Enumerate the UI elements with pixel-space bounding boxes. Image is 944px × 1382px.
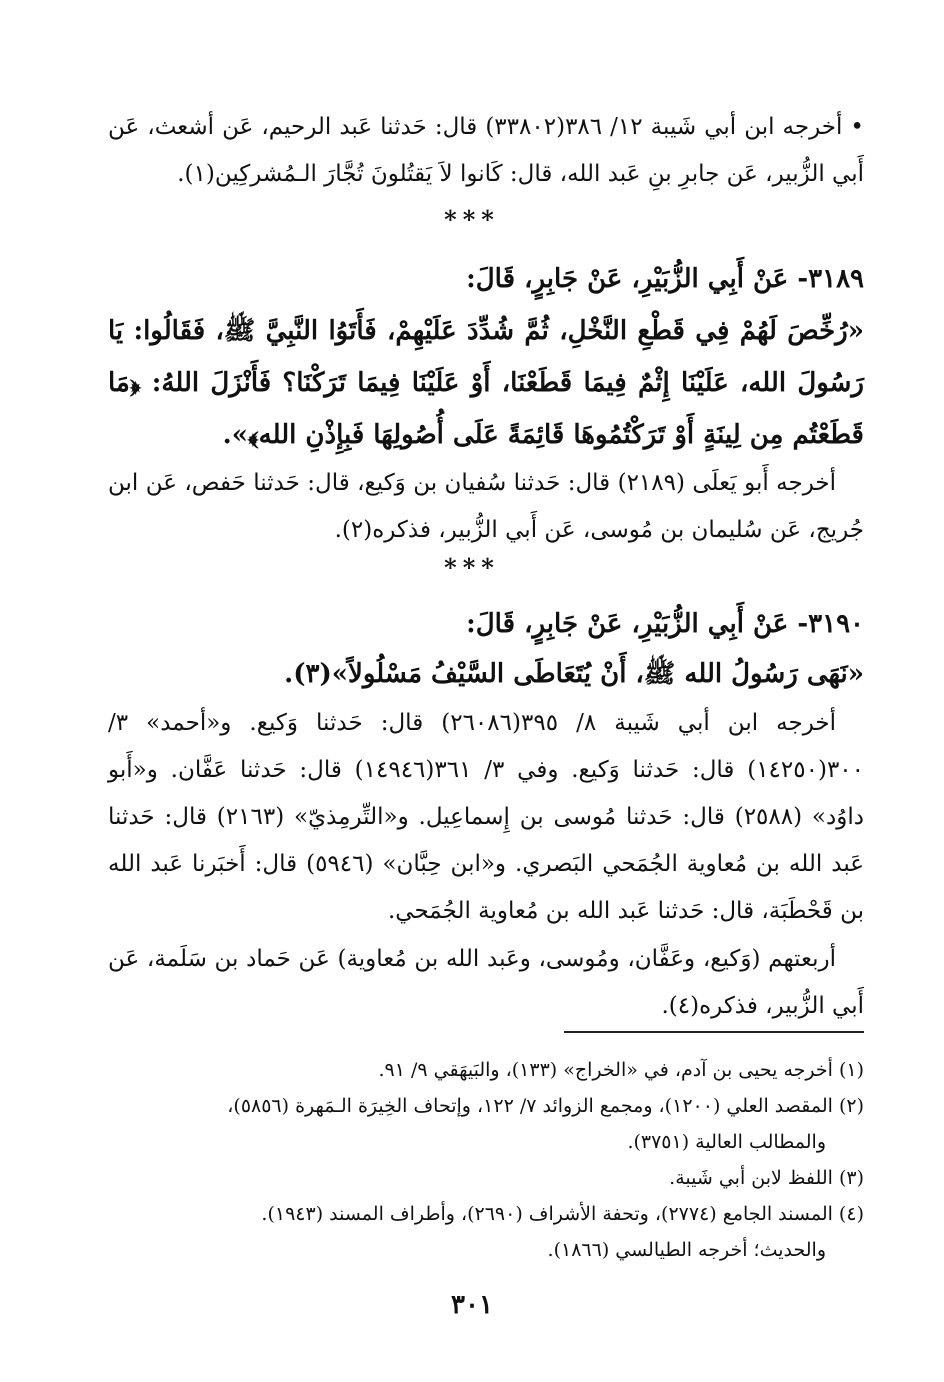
section-separator: ***	[444, 205, 500, 234]
takhrij-paragraph-intro: • أخرجه ابن أبي شَيبة ١٢/ ٣٨٦(٣٣٨٠٢) قال: حَدثنا عَبد الرحيم، عَن أشعث، عَن أَبي الزُّبير، عَن جابرِ بنِ عَبد الله، قال: كَانوا لاَ يَقتُلونَ تُجَّارَ الـمُشركِين(١).	[108, 114, 864, 187]
footnote-3: (٣) اللفظ لابن أبي شَيبة.	[669, 1167, 864, 1189]
footnote-separator	[564, 1031, 864, 1033]
footnote-1: (١) أخرجه يحيى بن آدم، في «الخراج» (١٣٣)، والبَيهَقي ٩/ ٩١.	[378, 1059, 864, 1081]
section-separator: ***	[444, 553, 500, 582]
hadith-3189-header: ٣١٨٩- عَنْ أَبِي الزُّبَيْرِ، عَنْ جَابِرٍ، قَالَ:	[466, 264, 864, 294]
hadith-3189-takhrij: أخرجه أَبو يَعلَى (٢١٨٩) قال: حَدثنا سُفيان بن وَكيع، قال: حَدثنا حَفص، عَن ابن جُريج، عَن سُليمان بن مُوسى، عَن أَبي الزُّبير، فذكره(٢).	[108, 470, 864, 543]
footnote-2-continued: والمطالب العالية (٣٧٥١).	[627, 1131, 826, 1153]
page-number: ٣٠١	[451, 1290, 493, 1320]
footnote-4: (٤) المسند الجامع (٢٧٧٤)، وتحفة الأشراف (٢٦٩٠)، وأطراف المسند (١٩٤٣).	[261, 1203, 864, 1225]
hadith-3190-summary: أربعتهم (وَكيع، وعَفَّان، ومُوسى، وعَبد الله بن مُعاوية) عَن حَماد بن سَلَمة، عَن أَبي الزُّبير، فذكره(٤).	[108, 946, 864, 1019]
hadith-3189-text: «رُخِّصَ لَهُمْ فِي قَطْعِ النَّخْلِ، ثُمَّ شُدِّدَ عَلَيْهِمْ، فَأَتَوُا النَّبِيَّ ﷺ، فَقَالُوا: يَا رَسُولَ الله، عَلَيْنَا إِثْمٌ فِيمَا قَطَعْنَا، أَوْ عَلَيْنَا فِيمَا تَرَكْنَا؟ فَأَنْزَلَ اللهُ: ﴿مَا قَطَعْتُم مِن لِينَةٍ أَوْ تَرَكْتُمُوهَا قَائِمَةً عَلَى أُصُولِهَا فَبِإِذْنِ الله﴾».	[108, 316, 864, 450]
hadith-3190-header: ٣١٩٠- عَنْ أَبِي الزُّبَيْرِ، عَنْ جَابِرٍ، قَالَ:	[466, 609, 864, 639]
hadith-3190-text: «نَهَى رَسُولُ الله ﷺ، أَنْ يُتَعَاطَى السَّيْفُ مَسْلُولاً»(٣).	[284, 659, 864, 689]
footnote-4-continued: والحديث؛ أخرجه الطيالسي (١٨٦٦).	[547, 1239, 826, 1261]
hadith-3190-takhrij: أخرجه ابن أبي شَيبة ٨/ ٣٩٥(٢٦٠٨٦) قال: حَدثنا وَكيع. و«أحمد» ٣/ ٣٠٠(١٤٢٥٠) قال: حَدثنا وَكيع. وفي ٣/ ٣٦١(١٤٩٤٦) قال: حَدثنا عَفَّان. و«أَبو داوُد» (٢٥٨٨) قال: حَدثنا مُوسى بن إِسماعِيل. و«التِّرمِذيّ» (٢١٦٣) قال: حَدثنا عَبد الله بن مُعاوية الجُمَحي البَصري. و«ابن حِبَّان» (٥٩٤٦) قال: أَخبَرنا عَبد الله بن قَحْطَبَة، قال: حَدثنا عَبد الله بن مُعاوية الجُمَحي.	[108, 710, 865, 924]
footnotes	[108, 1052, 864, 1268]
footnote-2: (٢) المقصد العلي (١٢٠٠)، ومجمع الزوائد ٧/ ١٢٢، وإتحاف الخِيرَة الـمَهرة (٥٨٥٦)،	[227, 1095, 864, 1117]
